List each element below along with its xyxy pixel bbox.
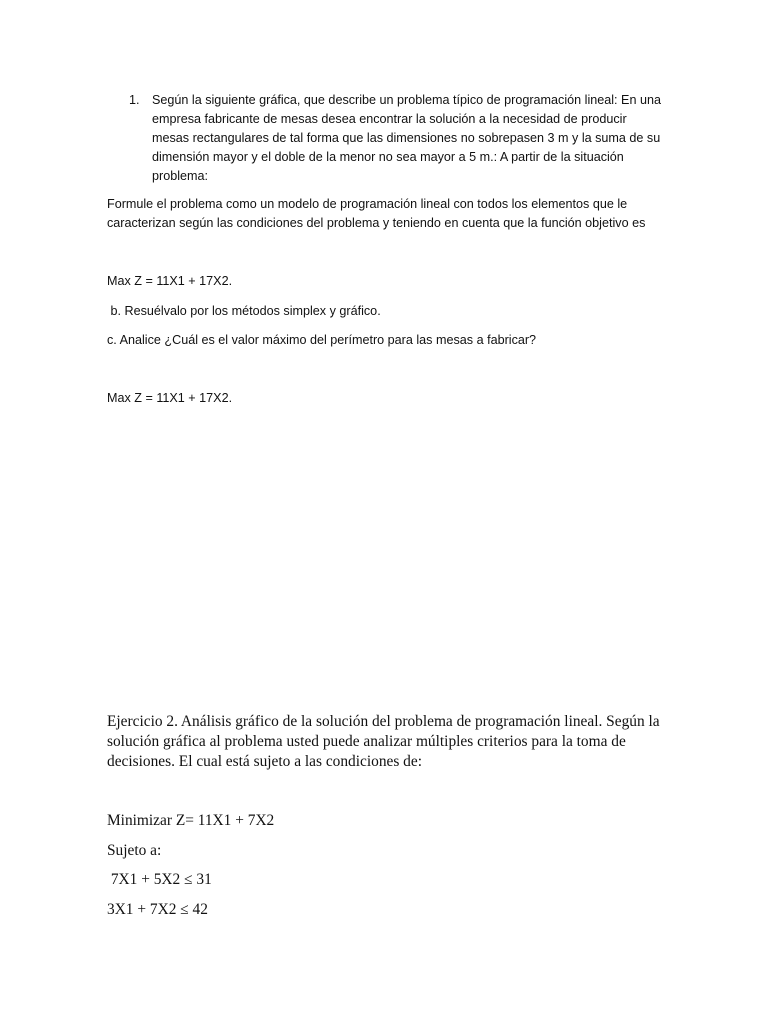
list-number: 1. <box>129 93 140 107</box>
constraint-1: 7X1 + 5X2 ≤ 31 <box>107 871 212 888</box>
constraint-2: 3X1 + 7X2 ≤ 42 <box>107 901 208 918</box>
subject-to-label: Sujeto a: <box>107 842 162 859</box>
minimize-objective: Minimizar Z= 11X1 + 7X2 <box>107 812 275 829</box>
exercise-2-intro: Ejercicio 2. Análisis gráfico de la solución del problema de programación lineal. Según la solución gráfica al problema usted puede analizar múltiples criterios para la toma de decisiones. El cual está sujeto a las condiciones de: <box>107 713 660 770</box>
objective-function-2: Max Z = 11X1 + 17X2. <box>107 391 233 405</box>
formulate-instruction: Formule el problema como un modelo de programación lineal con todos los elementos que le caracterizan según las condiciones del problema y teniendo en cuenta que la función objetivo es <box>107 197 646 230</box>
problem-statement: Según la siguiente gráfica, que describe un problema típico de programación lineal: En una empresa fabricante de mesas desea encontrar la solución a la necesidad de producir mesas rectangulares de tal forma que las dimensiones no sobrepasen 3 m y la suma de su dimensión mayor y el doble de la menor no sea mayor a 5 m.: A partir de la situación problema: <box>152 93 661 183</box>
objective-function-1: Max Z = 11X1 + 17X2. <box>107 274 233 288</box>
part-c-instruction: c. Analice ¿Cuál es el valor máximo del perímetro para las mesas a fabricar? <box>107 333 537 347</box>
part-b-instruction: b. Resuélvalo por los métodos simplex y gráfico. <box>107 304 381 318</box>
